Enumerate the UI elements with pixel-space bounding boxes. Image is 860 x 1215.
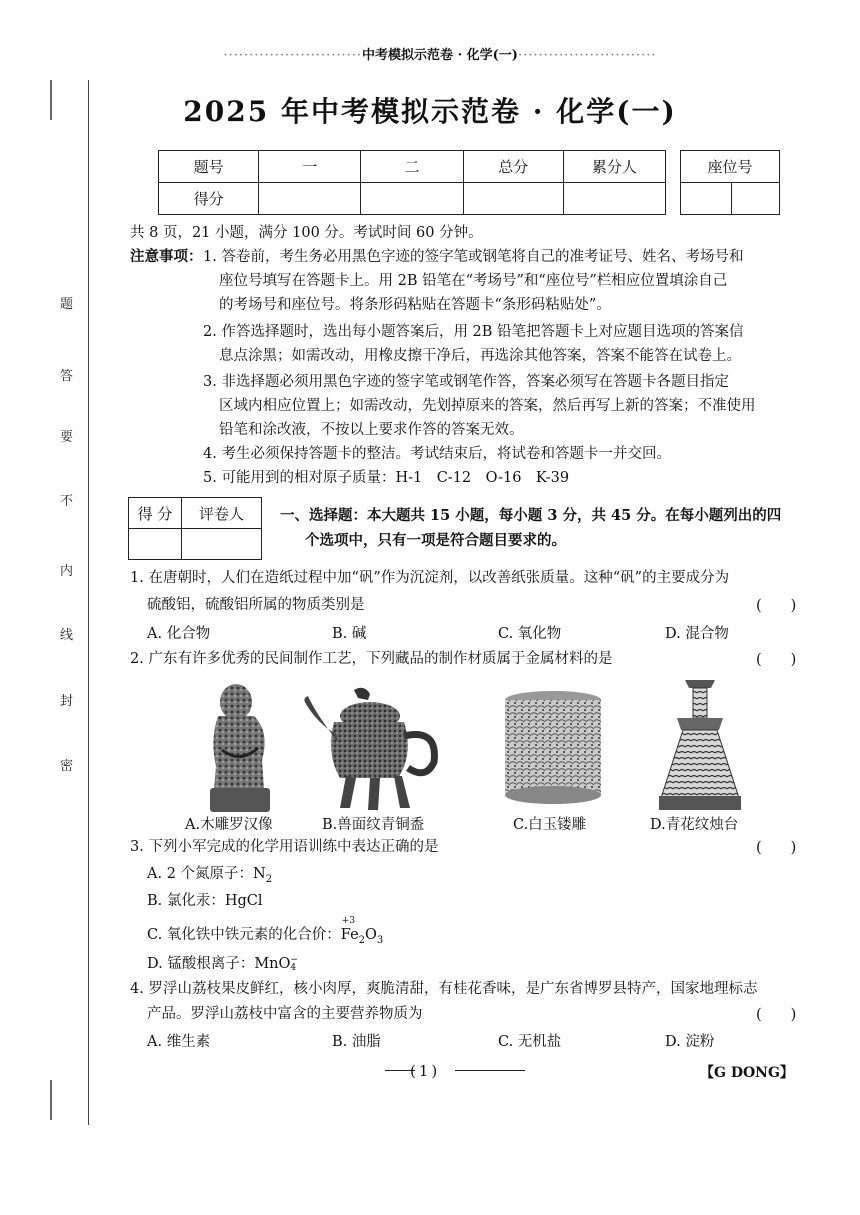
jade-carving-figure — [503, 690, 603, 805]
notice-line: 1. 答卷前，考生务必用黑色字迹的签字笔或钢笔将自己的准考证号、姓名、考场号和 — [203, 249, 744, 265]
score-header-cell: 累分人 — [563, 151, 665, 183]
option-c: C. 无机盐 — [498, 1034, 562, 1050]
notice-line: 息点涂黑；如需改动，用橡皮擦干净后，再选涂其他答案，答案不能答在试卷上。 — [219, 348, 741, 364]
figure-caption: C.白玉镂雕 — [513, 817, 587, 833]
notice-line: 3. 非选择题必须用黑色字迹的签字笔或钢笔作答，答案必须写在答题卡各题目指定 — [203, 374, 729, 390]
grader-box — [128, 497, 262, 560]
question-stem: 1. 在唐朝时，人们在造纸过程中加“矾”作为沉淀剂，以改善纸张质量。这种“矾”的主要成分为 — [130, 570, 730, 586]
notice-line: 4. 考生必须保持答题卡的整洁。考试结束后，将试卷和答题卡一并交回。 — [203, 446, 671, 462]
margin-char: 内 — [60, 564, 74, 579]
seat-cell — [681, 183, 732, 215]
notice-line: 2. 作答选择题时，选出每小题答案后，用 2B 铅笔把答题卡上对应题目选项的答案信 — [203, 324, 744, 340]
figure-caption: A.木雕罗汉像 — [185, 817, 273, 833]
margin-char: 题 — [60, 297, 74, 312]
margin-char: 线 — [60, 628, 74, 643]
figure-caption: B.兽面纹青铜盉 — [322, 817, 425, 833]
section-heading: 一、选择题：本大题共 15 小题，每小题 3 分，共 45 分。在每小题列出的四 — [280, 507, 782, 524]
page-number: ( 1 ) — [410, 1062, 438, 1080]
notice-label: 注意事项： — [130, 248, 203, 265]
question-stem: 产品。罗浮山荔枝中富含的主要营养物质为 — [147, 1006, 423, 1022]
option-c: C. 氧化物 — [498, 626, 562, 642]
question-stem: 硫酸铝，硫酸铝所属的物质类别是 — [147, 597, 365, 613]
score-cell — [463, 183, 563, 215]
grader-score-label: 得 分 — [129, 498, 182, 529]
score-cell — [259, 183, 361, 215]
answer-bracket: ( ) — [756, 840, 797, 856]
notice-line: 区域内相应位置上；如需改动，先划掉原来的答案，然后再写上新的答案；不准使用 — [219, 398, 756, 414]
bronze-vessel-figure — [298, 684, 448, 814]
notice-line: 的考场号和座位号。将条形码粘贴在答题卡“条形码粘贴处”。 — [219, 297, 611, 313]
margin-char: 密 — [60, 759, 74, 774]
candlestick-figure — [655, 678, 745, 813]
score-header-cell: 二 — [361, 151, 463, 183]
binding-tick — [50, 1080, 52, 1120]
question-stem: 4. 罗浮山荔枝果皮鲜红，核小肉厚，爽脆清甜，有桂花香味，是广东省博罗县特产，国家地理标志 — [130, 981, 758, 997]
answer-bracket: ( ) — [756, 652, 797, 668]
score-table — [158, 150, 666, 215]
exam-info: 共 8 页，21 小题，满分 100 分。考试时间 60 分钟。 — [130, 225, 483, 241]
answer-bracket: ( ) — [756, 1007, 797, 1023]
option-b: B. 碱 — [332, 626, 367, 642]
margin-char: 封 — [60, 694, 74, 709]
option-b: B. 氯化汞：HgCl — [147, 893, 263, 909]
question-stem: 3. 下列小军完成的化学用语训练中表达正确的是 — [130, 839, 439, 855]
score-header-cell: 一 — [259, 151, 361, 183]
margin-char: 答 — [60, 369, 74, 384]
grader-name-label: 评卷人 — [182, 498, 262, 529]
answer-bracket: ( ) — [756, 598, 797, 614]
score-header-cell: 总分 — [463, 151, 563, 183]
score-header-cell: 题号 — [159, 151, 259, 183]
section-heading: 个选项中，只有一项是符合题目要求的。 — [305, 532, 566, 549]
wood-carving-figure — [200, 680, 280, 815]
margin-char: 要 — [60, 430, 74, 445]
margin-char: 不 — [60, 494, 74, 509]
grader-name-cell — [182, 529, 262, 560]
option-a: A. 维生素 — [147, 1034, 211, 1050]
page-title: 2025 年中考模拟示范卷 · 化学(一) — [183, 95, 677, 128]
running-header: ···························中考模拟示范卷 · 化学(一)··························· — [223, 48, 657, 63]
figure-caption: D.青花纹烛台 — [650, 817, 739, 833]
binding-line — [88, 80, 89, 1125]
score-cell — [361, 183, 463, 215]
seat-table — [680, 150, 780, 215]
option-c: C. 氧化铁中铁元素的化合价： +3 $Fe_2O_3$ — [147, 916, 384, 946]
option-a: A. 2 个氮原子：$N_2$ — [147, 866, 273, 885]
notice-line: 铅笔和涂改液，不按以上要求作答的答案无效。 — [219, 422, 524, 438]
score-row-label: 得分 — [159, 183, 259, 215]
grader-score-cell — [129, 529, 182, 560]
seat-cell — [732, 183, 780, 215]
score-cell — [563, 183, 665, 215]
question-stem: 2. 广东有许多优秀的民间制作工艺，下列藏品的制作材质属于金属材料的是 — [130, 651, 613, 667]
option-d: D. 混合物 — [665, 626, 729, 642]
seat-label: 座位号 — [681, 151, 780, 183]
notice-line: 座位号填写在答题卡上。用 2B 铅笔在“考场号”和“座位号”栏相应位置填涂自己 — [219, 273, 728, 289]
option-a: A. 化合物 — [147, 626, 211, 642]
page-number-rule — [455, 1070, 525, 1071]
publisher-mark: 【G DONG】 — [700, 1065, 794, 1081]
option-b: B. 油脂 — [332, 1034, 381, 1050]
option-d: D. 锰酸根离子：MnO − 4 — [147, 955, 298, 973]
notice-line: 5. 可能用到的相对原子质量：H-1 C-12 O-16 K-39 — [203, 470, 570, 486]
option-d: D. 淀粉 — [665, 1034, 715, 1050]
